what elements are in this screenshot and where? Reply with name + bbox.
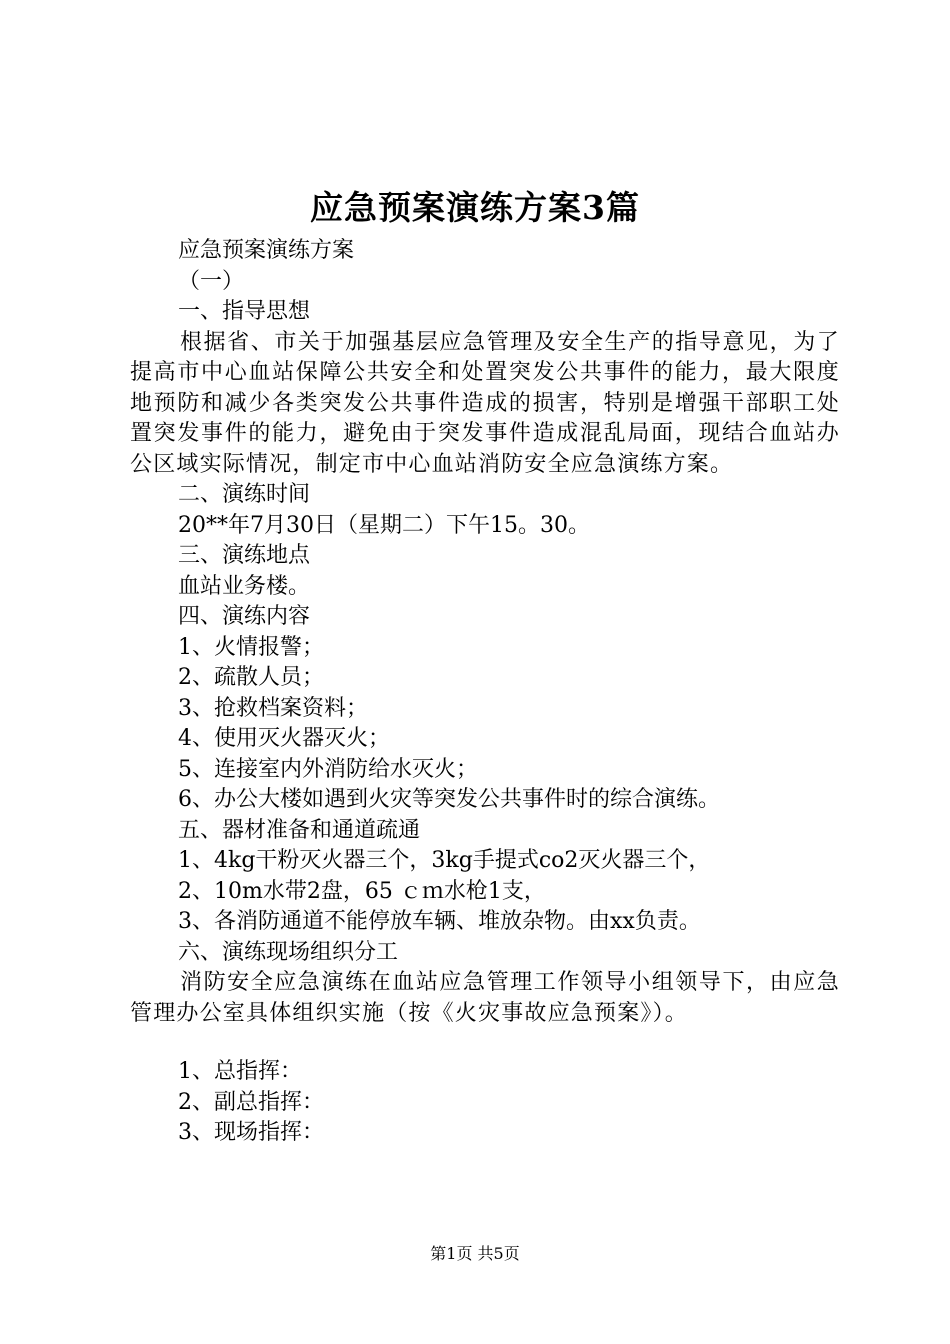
document-title: 应急预案演练方案3篇	[310, 188, 640, 227]
list-item: 1、火情报警；	[178, 634, 324, 660]
heading-organization: 六、演练现场组织分工	[178, 939, 399, 965]
document-body	[130, 236, 840, 1149]
heading-drill-time: 二、演练时间	[178, 482, 311, 507]
list-item: 3、抢救档案资料；	[178, 695, 368, 721]
list-item: 1、总指挥：	[178, 1059, 302, 1084]
list-item: 2、疏散人员；	[178, 665, 324, 690]
drill-location-value: 血站业务楼。	[178, 573, 311, 599]
paragraph-guiding-ideology: 根据省、市关于加强基层应急管理及安全生产的指导意见，为了提高市中心血站保障公共安全和处置突发公共事件的能力，最大限度地预防和减少各类突发公共事件造成的损害，特别是增强干部职工处置突发事件的能力，避免由于突发事件造成混乱局面，现结合血站办公区域实际情况，制定市中心血站消防安全应急演练方案。	[130, 329, 840, 477]
list-item: 3、现场指挥：	[178, 1120, 324, 1145]
list-item: 1、4kg干粉灭火器三个，3kg手提式co2灭火器三个，	[178, 848, 711, 873]
heading-equipment: 五、器材准备和通道疏通	[178, 817, 421, 843]
paragraph-organization: 消防安全应急演练在血站应急管理工作领导小组领导下，由应急管理办公室具体组织实施（按《火灾事故应急预案》）。	[130, 970, 840, 1026]
blank-gap	[130, 1029, 840, 1057]
heading-drill-content: 四、演练内容	[178, 604, 311, 629]
list-item: 5、连接室内外消防给水灭火；	[178, 756, 478, 782]
heading-drill-location: 三、演练地点	[178, 543, 311, 568]
list-item: 2、10m水带2盘，65 ｃｍ水枪1支，	[178, 878, 546, 904]
list-item: 6、办公大楼如遇到火灾等突发公共事件时的综合演练。	[178, 787, 720, 812]
doc-subtitle: 应急预案演练方案	[178, 238, 355, 263]
drill-time-value: 20**年7月30日（星期二）下午15。30。	[178, 512, 590, 538]
list-item: 4、使用灭火器灭火；	[178, 726, 390, 751]
list-item: 2、副总指挥：	[178, 1089, 324, 1115]
heading-guiding-ideology: 一、指导思想	[178, 299, 311, 324]
list-item: 3、各消防通道不能停放车辆、堆放杂物。由xx负责。	[178, 909, 701, 934]
page-footer: 第1页 共5页	[430, 1244, 520, 1263]
section-number: （一）	[178, 268, 245, 294]
